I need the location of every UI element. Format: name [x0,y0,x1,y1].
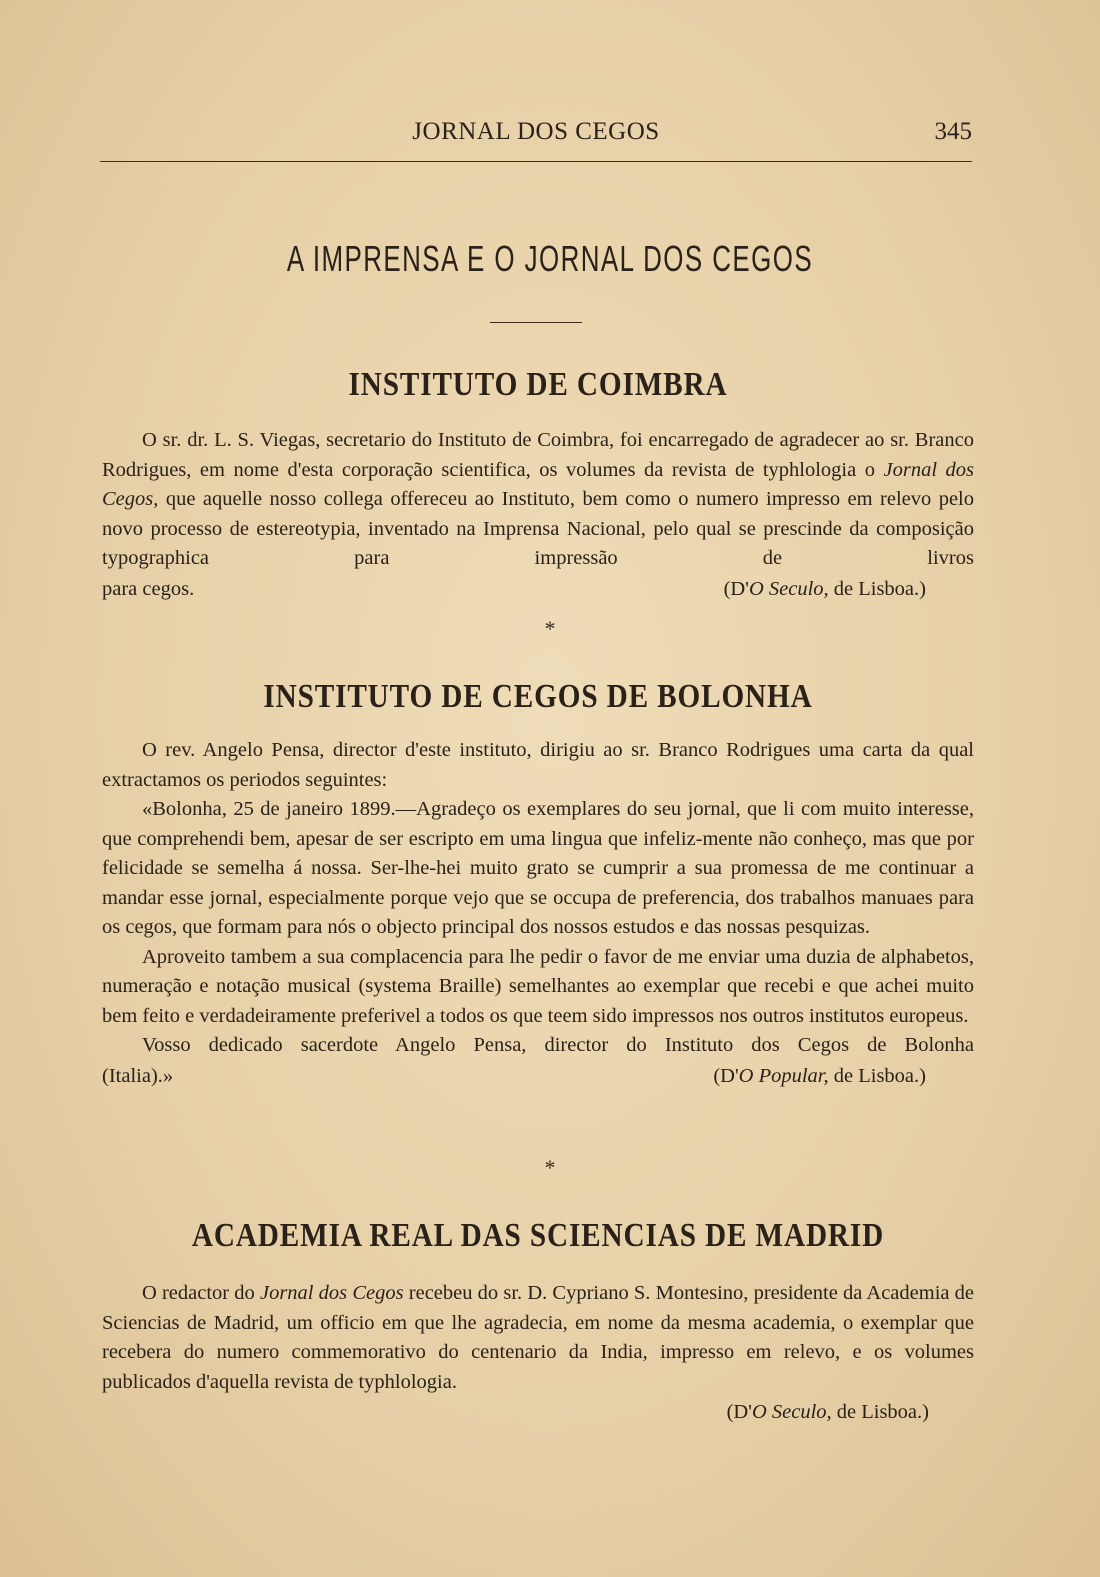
section-bolonha [102,678,974,1091]
journal-title-italic: Jornal dos Cegos [259,1282,404,1304]
citation-title: O Seculo, [748,577,829,600]
text-run: O sr. dr. L. S. Viegas, secretario do Instituto de Coimbra, foi encarregado de agradecer ao sr. Branco Rodrigues, em nome d'esta corporação scientifica, os volumes da revista de typhlologia o [102,429,974,481]
citation-prefix: (D' [723,577,749,600]
source-citation [713,1061,926,1091]
source-line [102,1397,974,1427]
text-run: O redactor do [142,1282,260,1304]
asterism: * [544,616,556,641]
signature-line: Vosso dedicado sacerdote Angelo Pensa, director do Instituto dos Cegos de Bolonha [142,1034,974,1056]
header-rule [100,161,972,162]
paragraph-end: (Italia).» [102,1064,174,1087]
main-title: A IMPRENSA E O JORNAL DOS CEGOS [286,238,814,279]
running-title: JORNAL DOS CEGOS [412,118,660,145]
section-title: ACADEMIA REAL DAS SCIENCIAS DE MADRID [191,1217,885,1254]
source-citation [724,574,926,604]
citation-prefix: (D' [713,1064,739,1087]
running-head [100,118,972,158]
citation-title: O Popular, [738,1064,829,1087]
source-line [102,1061,974,1091]
citation-title: O Seculo, [751,1401,832,1423]
quoted-letter: «Bolonha, 25 de janeiro 1899.—Agradeço os exemplares do seu jornal, que li com muito interesse, que comprehendi bem, apesar de ser escripto em uma lingua que infeliz-mente não conheço, mas que por felicidade se semelha á nossa. Ser-lhe-hei muito grato se cumprir a sua promessa de me continuar a mandar esse jornal, especialmente porque vejo que se occupa de preferencia, dos trabalhos manuaes para os cegos, que formam para nós o objecto principal dos nossos estudos e das nossas pesquizas. [102,798,974,938]
source-line [102,574,974,604]
paragraph: Aproveito tambem a sua complacencia para lhe pedir o favor de me enviar uma duzia de alphabetos, numeração e notação musical (systema Braille) semelhantes ao exemplar que recebi e que achei muito bem feito e verdadeiramente preferivel a todos os que teem sido impressos nos outros institutos europeus. [102,945,974,1027]
paragraph [102,426,974,574]
text-run: que aquelle nosso collega offereceu ao Instituto, bem como o numero impresso em relevo pelo novo processo de estereotypia, inventado na Imprensa Nacional, pelo qual se prescinde da composição typographica para impressão de livros [102,488,974,569]
paragraph [102,1279,974,1397]
citation-suffix: de Lisboa.) [828,577,926,600]
section-madrid [102,1217,974,1427]
section-title: INSTITUTO DE CEGOS DE BOLONHA [263,678,813,715]
page-number: 345 [934,118,972,145]
source-citation [727,1397,929,1427]
section-coimbra [102,366,974,604]
citation-prefix: (D' [726,1401,752,1423]
section-title: INSTITUTO DE COIMBRA [348,366,728,403]
asterism: * [544,1155,556,1180]
journal-title-italic: Jornal dos Cegos, [102,458,975,510]
text-run: recebeu do sr. D. Cypriano S. Montesino, presidente da Academia de Sciencias de Madrid, um officio em que lhe agradecia, em nome da mesma academia, o exemplar que recebera do numero commemorativo do centenario da India, impresso em relevo, e os volumes publicados d'aquella revista de typhlologia. [102,1282,975,1393]
paragraph-end: para cegos. [102,577,195,600]
citation-suffix: de Lisboa.) [828,1064,926,1087]
paragraph: O rev. Angelo Pensa, director d'este instituto, dirigiu ao sr. Branco Rodrigues uma carta da qual extractamos os periodos seguintes: [102,739,974,791]
citation-suffix: de Lisboa.) [831,1401,929,1423]
title-rule [490,322,582,323]
